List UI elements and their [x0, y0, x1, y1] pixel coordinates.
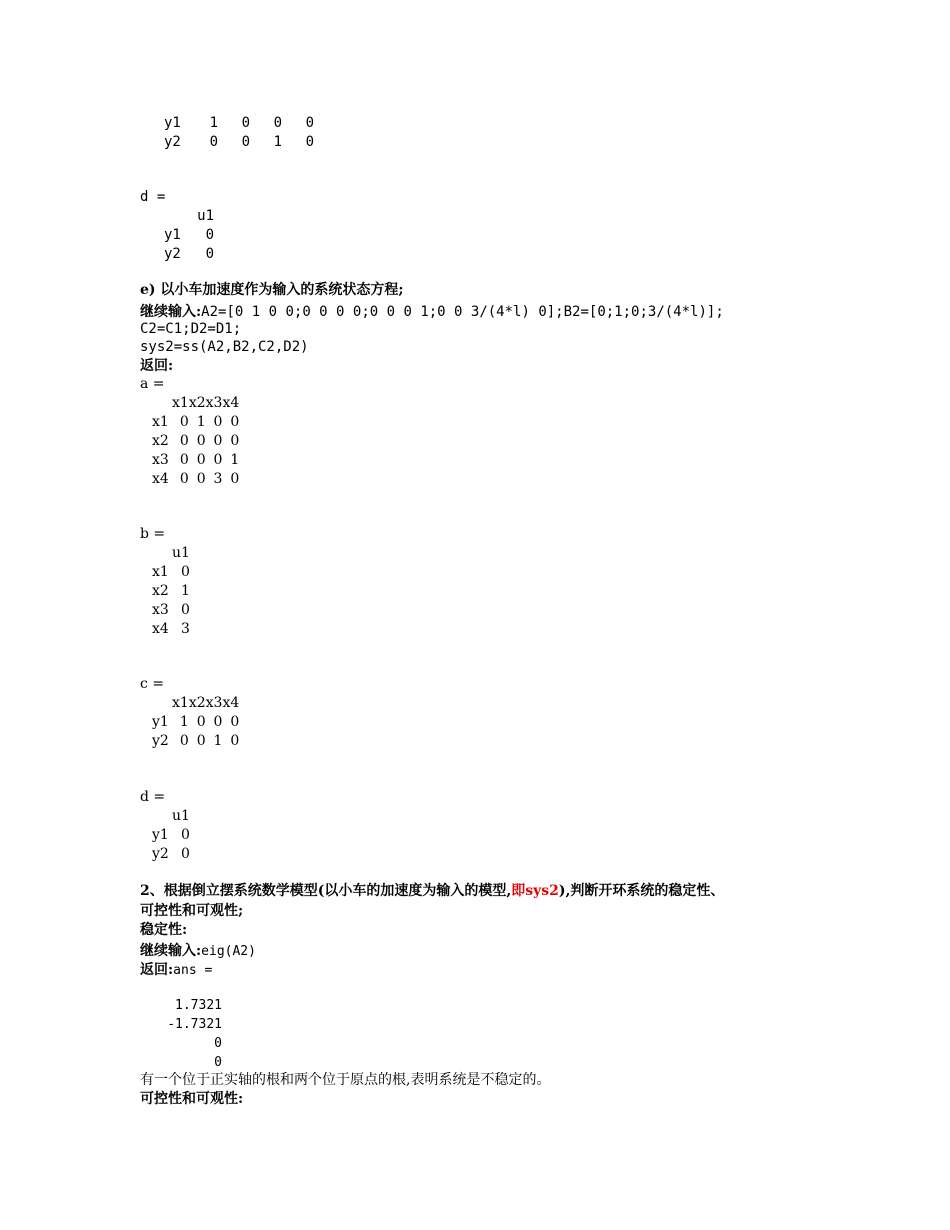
input-label: 继续输入:: [140, 304, 202, 320]
matrix-column-header: x4: [222, 695, 240, 711]
eig-input-code: eig(A2): [201, 944, 256, 959]
matrix-cell: 0: [241, 115, 250, 131]
matrix-row: [164, 245, 214, 264]
return-label: 返回:: [140, 358, 174, 374]
matrix-row: [152, 582, 190, 601]
matrix-row-label: y2: [164, 134, 181, 150]
matrix-cell: 0: [179, 414, 189, 430]
matrix-row-label: x3: [152, 452, 169, 468]
d-matrix-title-mono: d =: [140, 189, 166, 205]
matrix-row-label: x2: [152, 433, 169, 449]
a-matrix: [152, 394, 239, 489]
matrix-row: [164, 114, 314, 133]
stability-conclusion: 有一个位于正实轴的根和两个位于原点的根,表明系统是不稳定的。: [140, 1072, 551, 1088]
matrix-header-row: [152, 544, 190, 563]
section-2-heading: [140, 882, 724, 901]
d-matrix-title: d =: [140, 789, 166, 805]
matrix-cell: 0: [230, 471, 240, 487]
matrix-cell: 0: [213, 433, 223, 449]
matrix-row: [152, 732, 239, 751]
eigenvalue: 0: [214, 1055, 222, 1070]
matrix-row: [152, 845, 190, 864]
b-matrix: [152, 544, 190, 639]
matrix-header-row: [152, 807, 190, 826]
d-matrix-mono: [164, 207, 214, 264]
matrix-row-label: y1: [152, 827, 169, 843]
matrix-column-header: x1: [172, 395, 189, 411]
matrix-cell: 0: [179, 733, 189, 749]
matrix-cell: 0: [179, 471, 189, 487]
matrix-row: [152, 413, 239, 432]
matrix-cell: 0: [230, 433, 240, 449]
matrix-column-header: x2: [188, 695, 206, 711]
ans-return-label: 返回:: [140, 962, 174, 978]
matrix-cell: 0: [273, 115, 282, 131]
matrix-row: [152, 451, 239, 470]
c-matrix: [152, 694, 239, 751]
matrix-cell: 1: [196, 414, 206, 430]
matrix-row: [152, 601, 190, 620]
matrix-cell: 0: [230, 714, 240, 730]
matrix-cell: 0: [213, 452, 223, 468]
matrix-header-row: [152, 694, 239, 713]
matrix-cell: 0: [181, 846, 190, 862]
matrix-row: [152, 470, 239, 489]
matrix-row-label: y2: [164, 246, 181, 262]
matrix-cell: 0: [196, 714, 206, 730]
eigenvalue-row: [164, 1053, 222, 1072]
matrix-row-label: x4: [152, 471, 169, 487]
a-matrix-title: a =: [140, 376, 165, 392]
input-line-1: [140, 301, 724, 322]
matrix-corner: [152, 807, 172, 826]
matrix-row-label: y1: [164, 115, 181, 131]
matrix-cell: 0: [196, 433, 206, 449]
matrix-column-header: x3: [205, 395, 223, 411]
matrix-cell: 0: [181, 564, 190, 580]
matrix-corner: [152, 544, 172, 563]
c-matrix-title: c =: [140, 676, 165, 692]
matrix-cell: 0: [213, 414, 223, 430]
matrix-cell: 1: [209, 115, 218, 131]
matrix-cell: 1: [181, 583, 190, 599]
matrix-cell: 0: [181, 602, 190, 618]
matrix-cell: 0: [305, 134, 314, 150]
matrix-row-label: x3: [152, 602, 169, 618]
b-matrix-title: b =: [140, 526, 166, 542]
matrix-row-label: y2: [152, 733, 169, 749]
section-2-heading-line2: 可控性和可观性;: [140, 903, 244, 919]
controllability-label: 可控性和可观性:: [140, 1091, 244, 1107]
matrix-cell: 0: [230, 414, 240, 430]
section-e-heading: e) 以小车加速度作为输入的系统状态方程;: [140, 282, 404, 298]
matrix-cell: 0: [241, 134, 250, 150]
matrix-header-row: [164, 207, 214, 226]
matrix-cell: 0: [196, 733, 206, 749]
section-2-heading-highlight: 即sys2: [511, 883, 559, 899]
matrix-corner: [152, 394, 172, 413]
stability-label: 稳定性:: [140, 922, 188, 938]
eigenvalue-row: [164, 1015, 222, 1034]
matrix-cell: 1: [179, 714, 189, 730]
matrix-column-header: u1: [172, 545, 190, 561]
matrix-row-label: y1: [152, 714, 169, 730]
matrix-column-header: x4: [222, 395, 240, 411]
matrix-cell: 0: [213, 714, 223, 730]
matrix-row: [152, 826, 190, 845]
matrix-cell: 0: [196, 452, 206, 468]
matrix-cell: 0: [305, 115, 314, 131]
matrix-row-label: x4: [152, 621, 169, 637]
matrix-header-row: [152, 394, 239, 413]
matrix-cell: 0: [205, 227, 214, 243]
eigenvalues-list: [164, 996, 222, 1072]
matrix-cell: 0: [205, 246, 214, 262]
matrix-column-header: x2: [188, 395, 206, 411]
matrix-row-label: x1: [152, 564, 169, 580]
matrix-row-label: y2: [152, 846, 169, 862]
c-matrix-continuation: [164, 114, 314, 152]
matrix-row: [152, 713, 239, 732]
matrix-corner: [164, 207, 186, 226]
input-code: A2=[0 1 0 0;0 0 0 0;0 0 0 1;0 0 3/(4*l) 0];B2=[0;1;0;3/(4*l)];: [201, 304, 724, 320]
eigenvalue-row: [164, 996, 222, 1015]
eig-input-label: 继续输入:: [140, 943, 202, 959]
eigenvalue-row: [164, 1034, 222, 1053]
matrix-column-header: u1: [172, 808, 190, 824]
matrix-cell: 0: [179, 433, 189, 449]
matrix-cell: 1: [230, 452, 240, 468]
matrix-row-label: x2: [152, 583, 169, 599]
matrix-cell: 0: [209, 134, 218, 150]
matrix-row-label: y1: [164, 227, 181, 243]
matrix-column-header: u1: [197, 208, 214, 224]
matrix-row: [164, 133, 314, 152]
matrix-row: [152, 620, 190, 639]
d-matrix: [152, 807, 190, 864]
matrix-cell: 3: [181, 621, 190, 637]
section-2-heading-post: ),判断开环系统的稳定性、: [558, 883, 725, 899]
ans-label: ans =: [173, 963, 213, 978]
matrix-cell: 1: [273, 134, 282, 150]
matrix-row-label: x1: [152, 414, 169, 430]
matrix-row: [152, 563, 190, 582]
matrix-cell: 0: [196, 471, 206, 487]
matrix-column-header: x1: [172, 695, 189, 711]
section-2-heading-pre: 2、根据倒立摆系统数学模型(以小车的加速度为输入的模型,: [140, 883, 512, 899]
eigenvalue: 1.7321: [175, 998, 222, 1013]
eig-input-line: [140, 940, 256, 961]
matrix-row: [164, 226, 214, 245]
matrix-cell: 3: [213, 471, 223, 487]
matrix-cell: 0: [179, 452, 189, 468]
matrix-corner: [152, 694, 172, 713]
code-line-3: sys2=ss(A2,B2,C2,D2): [140, 339, 309, 355]
matrix-cell: 1: [213, 733, 223, 749]
matrix-cell: 0: [181, 827, 190, 843]
matrix-cell: 0: [230, 733, 240, 749]
ans-line: [140, 959, 212, 980]
eigenvalue: -1.7321: [167, 1017, 222, 1032]
matrix-row: [152, 432, 239, 451]
matrix-column-header: x3: [205, 695, 223, 711]
code-line-2: C2=C1;D2=D1;: [140, 321, 242, 337]
eigenvalue: 0: [214, 1036, 222, 1051]
